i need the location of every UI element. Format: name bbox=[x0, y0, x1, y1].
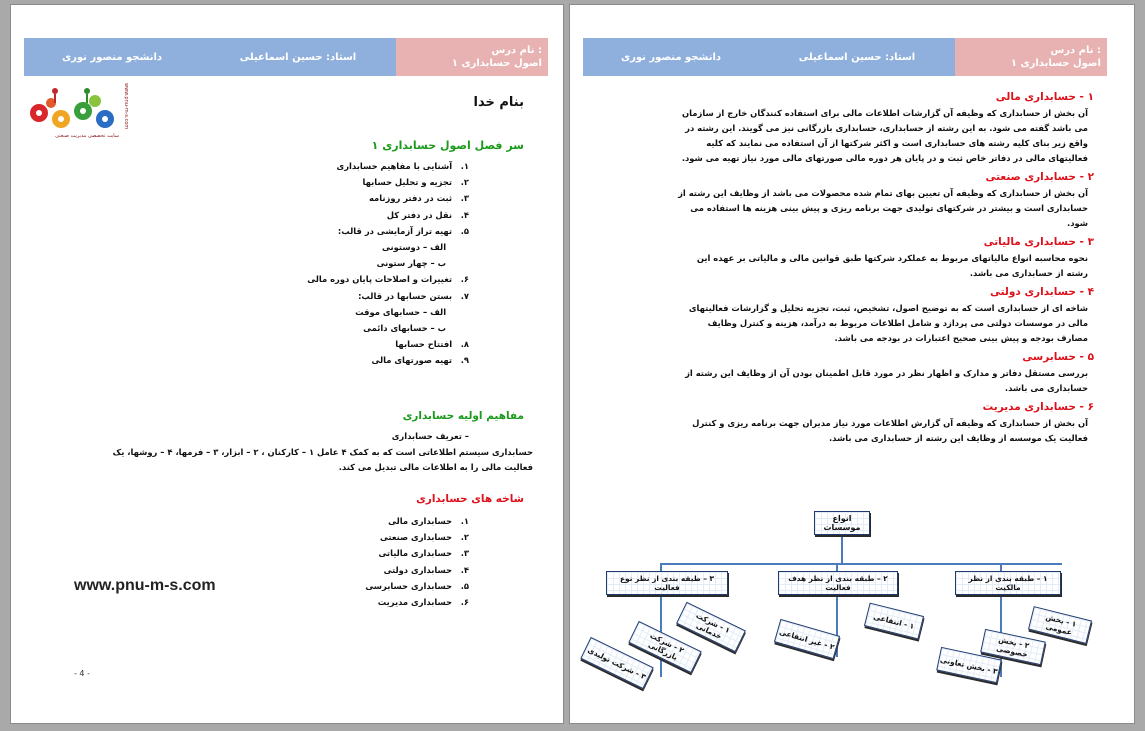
child-profit: ۱ - انتفاعی bbox=[864, 603, 924, 640]
list-item bbox=[269, 578, 469, 594]
section-text: شاخه ای از حسابداری است که به توضیح اصول، تشخیص، ثبت، تجزیه تحلیل و گزارشات فعالیتهای مالی در موسسات دولتی می پردازد و شامل اطلاعات مربوط به درآمد، هزینه و کنترل وظایف مصارف بودجه و پیش بینی صحیح اعتبارات در بودجه می باشد. bbox=[688, 303, 1088, 343]
list-item bbox=[209, 174, 469, 190]
list-item bbox=[269, 562, 469, 578]
list-item-number: ۳. bbox=[460, 548, 469, 559]
list-item bbox=[209, 288, 469, 304]
list-item-number: ۶. bbox=[460, 274, 469, 285]
list-item-number: ۴. bbox=[460, 564, 469, 575]
header-course-label: نام درس : bbox=[1050, 45, 1101, 56]
branches-list bbox=[269, 513, 469, 610]
section-tax bbox=[674, 234, 1094, 281]
list-item-text: ب – چهار ستونی bbox=[376, 258, 447, 269]
child-cooperative: ۳ - بخش تعاونی bbox=[936, 647, 1002, 683]
list-item-number: ۵. bbox=[460, 225, 469, 236]
section-title: ۳ - حسابداری مالیاتی bbox=[983, 236, 1094, 248]
list-item-text: حسابداری مالی bbox=[388, 516, 453, 526]
child-trading-company: ۲ - شرکت بازرگانی bbox=[628, 621, 701, 673]
list-item-text: حسابداری مالیاتی bbox=[378, 548, 453, 559]
section-title: ۶ - حسابداری مدیریت bbox=[982, 401, 1094, 413]
list-item bbox=[209, 223, 469, 239]
child-production-company: ۳ - شرکت تولیدی bbox=[580, 637, 653, 689]
site-logo bbox=[25, 83, 135, 145]
bismillah: بنام خدا bbox=[473, 95, 524, 110]
header-student: دانشجو منصور نوری bbox=[24, 38, 200, 76]
section-industrial bbox=[674, 169, 1094, 231]
page-header bbox=[583, 38, 1107, 76]
list-item-text: آشنایی با مفاهیم حسابداری bbox=[336, 161, 453, 171]
list-item-text: حسابداری مدیریت bbox=[377, 597, 453, 608]
section-title: ۱ - حسابداری مالی bbox=[995, 91, 1094, 103]
site-url[interactable]: www.pnu-m-s.com bbox=[74, 577, 216, 594]
list-item bbox=[209, 255, 469, 271]
list-item-text: تهیه صورتهای مالی bbox=[371, 355, 453, 366]
section-text: آن بخش از حسابداری که وظیفه آن گزارشات اطلاعات مالی برای استفاده کنندگان خارج از سازمان می باشد گفته می شود. به این رشته از حسابداری، حسابداری بازرگانی نیز می گویند. این رشته در واقع زیر بنای کلیه رشته های حسابداری است و اکثر شرکتها از آن استفاده می نمایند که کلیه فعالیتهای مالی در دفاتر خاص ثبت و در پایان هر دوره مالی صورتهای مالی مورد نیاز تهیه می شود. bbox=[681, 108, 1088, 163]
page-number: - 4 - bbox=[74, 669, 90, 678]
list-item bbox=[209, 207, 469, 223]
list-item bbox=[269, 529, 469, 545]
child-nonprofit: ۲ - غیر انتفاعی bbox=[774, 619, 840, 659]
child-public: ۱ - بخش عمومی bbox=[1028, 606, 1092, 644]
list-item bbox=[209, 304, 469, 320]
connector bbox=[841, 535, 843, 565]
list-item-number: ۲. bbox=[460, 532, 469, 543]
section-government bbox=[674, 284, 1094, 346]
child-service-company: ۱ - شرکت خدماتی bbox=[676, 602, 746, 653]
section-financial bbox=[674, 89, 1094, 166]
right-page bbox=[569, 4, 1135, 724]
list-item bbox=[269, 594, 469, 610]
list-item-number: ۹. bbox=[460, 355, 469, 366]
list-item-number: ۲. bbox=[460, 177, 469, 188]
section-management bbox=[674, 399, 1094, 446]
list-item-number: ۱. bbox=[460, 161, 469, 171]
section-text: بررسی مستقل دفاتر و مدارک و اظهار نظر در مورد قابل اطمینان بودن آن از وظایف این رشته از حسابداری می باشد. bbox=[685, 368, 1088, 393]
category-goal: ۲ – طبقه بندی از نظر هدف فعالیت bbox=[778, 571, 898, 595]
list-item-text: افتتاح حسابها bbox=[395, 339, 453, 350]
list-item-text: الف – حسابهای موقت bbox=[355, 306, 447, 317]
branches-title: شاخه های حسابداری bbox=[416, 493, 524, 505]
list-item-number: ۶. bbox=[460, 597, 469, 608]
list-item-number: ۱. bbox=[460, 516, 469, 526]
logo-side-text: www.pnu-m-s.com bbox=[123, 83, 129, 130]
list-item-text: الف – دوستونی bbox=[382, 242, 447, 253]
list-item bbox=[269, 513, 469, 529]
list-item bbox=[209, 190, 469, 206]
list-item-text: تهیه تراز آزمایشی در قالب: bbox=[337, 225, 453, 236]
logo-caption: سایت تخصصی مدیریت صنعتی bbox=[55, 133, 119, 139]
organizations-diagram bbox=[570, 505, 1135, 705]
concepts-bullet: – تعریف حسابداری bbox=[391, 431, 469, 441]
section-auditing bbox=[674, 349, 1094, 396]
section-text: نحوه محاسبه انواع مالیاتهای مربوط به عملکرد شرکتها طبق قوانین مالی و مالیاتی بر عهده این رشته از حسابداری می باشد. bbox=[696, 253, 1088, 278]
section-title: ۴ - حسابداری دولتی bbox=[990, 286, 1094, 298]
list-item-number: ۳. bbox=[460, 193, 469, 204]
header-student: دانشجو منصور نوری bbox=[583, 38, 759, 76]
list-item bbox=[209, 320, 469, 336]
section-title: ۲ - حسابداری صنعتی bbox=[985, 171, 1094, 183]
category-activity: ۳ – طبقه بندی از نظر نوع فعالیت bbox=[606, 571, 728, 595]
list-item bbox=[209, 336, 469, 352]
list-item-text: ب – حسابهای دائمی bbox=[363, 323, 447, 334]
list-item-text: بستن حسابها در قالب: bbox=[358, 290, 453, 301]
left-page bbox=[10, 4, 564, 724]
list-item-text: حسابداری صنعتی bbox=[379, 532, 453, 543]
list-item bbox=[209, 352, 469, 368]
list-item-text: حسابداری دولتی bbox=[383, 564, 453, 575]
list-item-number: ۵. bbox=[460, 580, 469, 591]
header-teacher: استاد: حسین اسماعیلی bbox=[200, 38, 396, 76]
section-title: ۵ - حسابرسی bbox=[1022, 351, 1094, 363]
concepts-title: مفاهیم اولیه حسابداری bbox=[402, 410, 524, 422]
list-item-number: ۷. bbox=[460, 290, 469, 301]
category-ownership: ۱ – طبقه بندی از نظر مالکیت bbox=[955, 571, 1061, 595]
list-item-text: حسابداری حسابرسی bbox=[365, 580, 453, 591]
list-item-text: نقل در دفتر کل bbox=[386, 209, 453, 220]
header-teacher: استاد: حسین اسماعیلی bbox=[759, 38, 955, 76]
child-private: ۲ - بخش خصوصی bbox=[980, 629, 1046, 665]
syllabus-list bbox=[209, 158, 469, 369]
list-item-text: تجزیه و تحلیل حسابها bbox=[362, 177, 453, 188]
list-item-number: ۴. bbox=[460, 209, 469, 220]
list-item-text: تغییرات و اصلاحات پایان دوره مالی bbox=[307, 274, 453, 285]
header-course-label: نام درس : bbox=[491, 45, 542, 56]
page-header bbox=[24, 38, 548, 76]
header-course bbox=[955, 38, 1107, 76]
header-course-name: اصول حسابداری ۱ bbox=[451, 58, 542, 69]
list-item bbox=[209, 158, 469, 174]
diagram-root: انواع موسسات bbox=[814, 511, 870, 535]
concepts-text: حسابداری سیستم اطلاعاتی است که به کمک ۴ عامل ۱ – کارکنان ، ۲ – ابزار، ۳ – فرمها، ۴ – روشها، یک فعالیت مالی را به اطلاعات مالی تبدیل می کند. bbox=[112, 447, 533, 472]
section-text: آن بخش از حسابداری که وظیفه آن گزارش اطلاعات مورد نیاز مدیران جهت برنامه ریزی و کنترل فعالیت یک موسسه از وظایف این رشته از حسابداری می باشد. bbox=[692, 418, 1088, 443]
list-item-text: ثبت در دفتر روزنامه bbox=[368, 193, 453, 204]
list-item-number: ۸. bbox=[460, 339, 469, 350]
syllabus-title: سر فصل اصول حسابداری ۱ bbox=[371, 139, 524, 152]
list-item bbox=[269, 545, 469, 561]
list-item bbox=[209, 239, 469, 255]
header-course-name: اصول حسابداری ۱ bbox=[1010, 58, 1101, 69]
header-course bbox=[396, 38, 548, 76]
section-text: آن بخش از حسابداری که وظیفه آن تعیین بهای تمام شده محصولات می باشد از وظایف این رشته از حسابداری است و بیشتر در شرکتهای تولیدی جهت برنامه ریزی و پیش بینی هزینه ها استفاده می شود. bbox=[678, 188, 1088, 228]
list-item bbox=[209, 271, 469, 287]
branches-sections bbox=[674, 89, 1094, 446]
